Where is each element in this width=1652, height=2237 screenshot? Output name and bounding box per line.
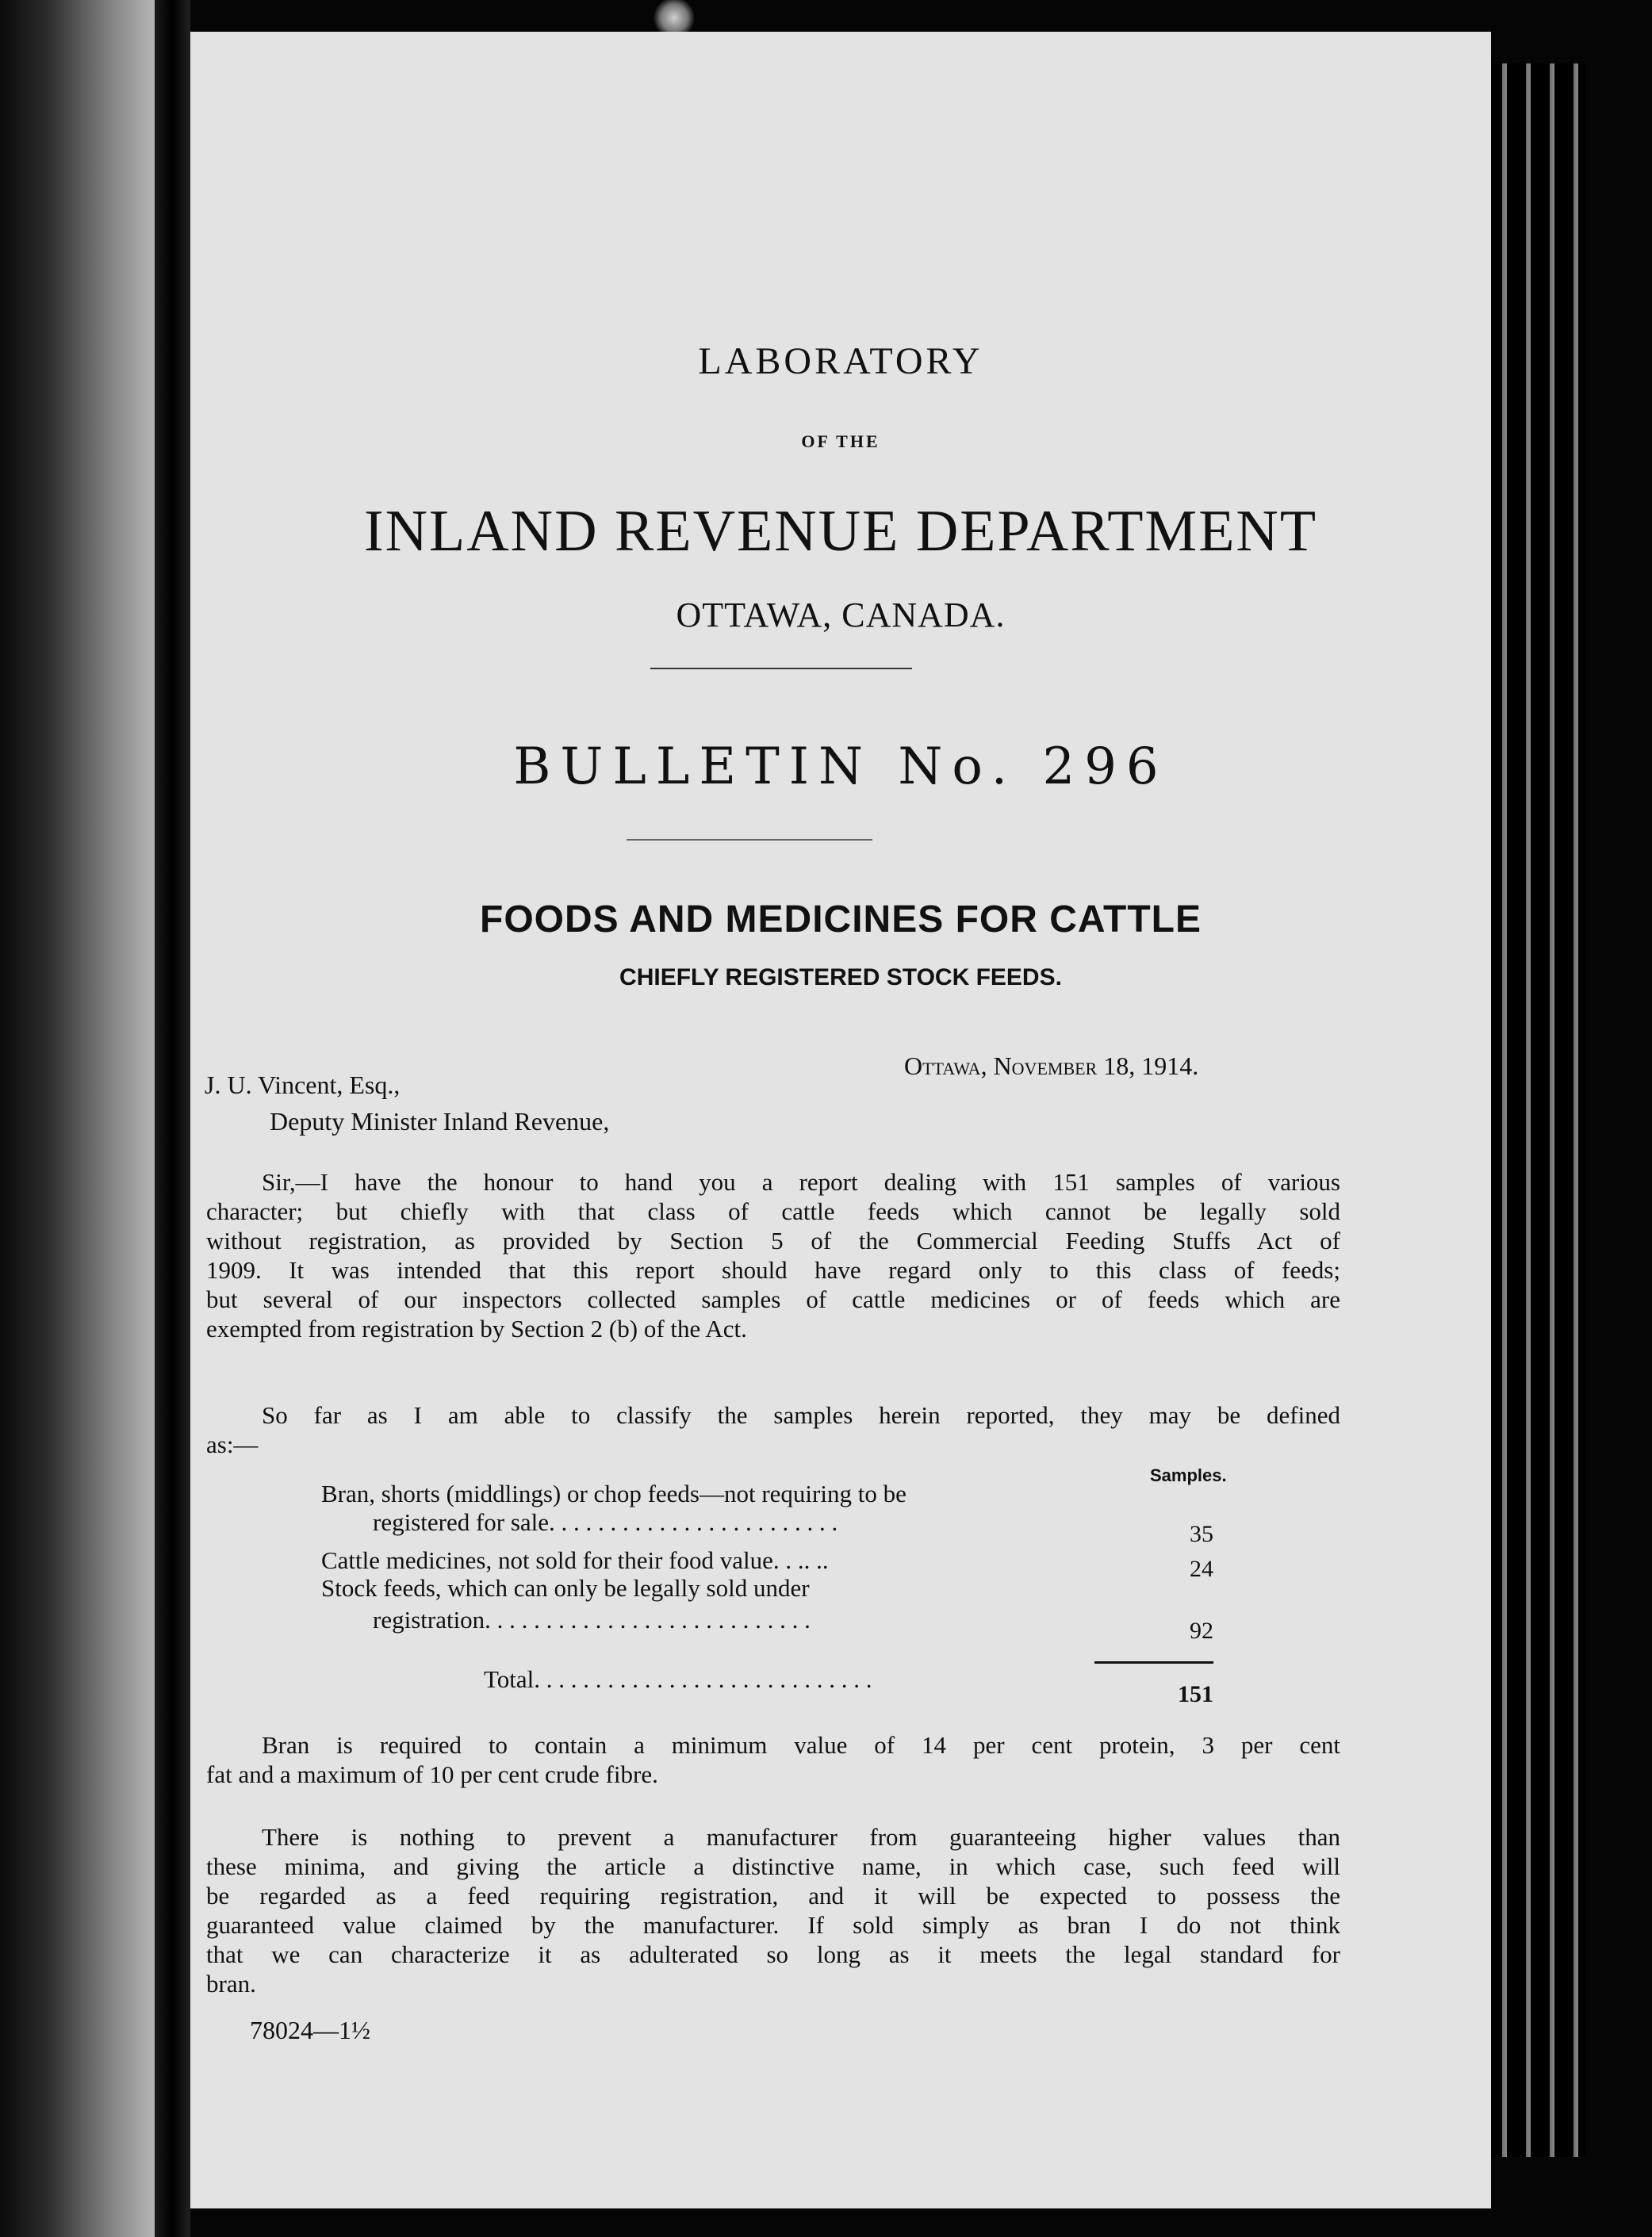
document-page <box>190 32 1491 2208</box>
text-line: but several of our inspectors collected samples of cattle medicines or of feeds which are <box>206 1285 1340 1313</box>
paragraph-introduction <box>206 1167 1340 1343</box>
divider-rule <box>650 668 912 669</box>
text-line: exempted from registration by Section 2 (b) of the Act. <box>206 1315 747 1343</box>
addressee-title: Deputy Minister Inland Revenue, <box>270 1107 610 1136</box>
total-rule <box>1094 1661 1213 1664</box>
department-heading: INLAND REVENUE DEPARTMENT <box>363 499 1318 564</box>
samples-column-header: Samples. <box>1150 1465 1227 1485</box>
table-row-label: Cattle medicines, not sold for their food value. . .. .. <box>321 1546 829 1574</box>
text-line: Bran is required to contain a minimum value of 14 per cent protein, 3 per cent <box>262 1731 1340 1759</box>
table-row-label: Bran, shorts (middlings) or chop feeds—not requiring to be <box>321 1480 906 1507</box>
paragraph-bran-standard <box>206 1730 1340 1789</box>
text-line: character; but chiefly with that class of cattle feeds which cannot be legally sold <box>206 1197 1340 1225</box>
print-code: 78024—1½ <box>250 2016 370 2044</box>
laboratory-heading: LABORATORY <box>698 340 983 382</box>
text-line: guaranteed value claimed by the manufacturer. If sold simply as bran I do not think <box>206 1911 1340 1939</box>
table-row-value: 35 <box>1190 1521 1213 1547</box>
scan-speck <box>650 0 698 36</box>
of-the-heading: OF THE <box>801 431 880 451</box>
text-line: without registration, as provided by Section 5 of the Commercial Feeding Stuffs Act of <box>206 1227 1340 1254</box>
table-row-label: registration. . . . . . . . . . . . . . . . . . . . . . . . . . . <box>373 1606 811 1634</box>
table-row-value: 92 <box>1190 1618 1213 1644</box>
text-line: as:— <box>206 1431 259 1458</box>
text-line: fat and a maximum of 10 per cent crude fibre. <box>206 1760 658 1788</box>
table-row-label: registered for sale. . . . . . . . . . . . . . . . . . . . . . . . <box>373 1508 838 1536</box>
text-line: Sir,—I have the honour to hand you a report dealing with 151 samples of various <box>262 1168 1340 1196</box>
letter-date: Ottawa, November 18, 1914. <box>904 1051 1199 1080</box>
text-line: 1909. It was intended that this report should have regard only to this class of feeds; <box>206 1256 1340 1284</box>
book-gutter <box>155 0 190 2237</box>
table-row-label: Stock feeds, which can only be legally sold under <box>321 1574 810 1602</box>
text-line: bran. <box>206 1970 256 1998</box>
text-line: that we can characterize it as adulterated so long as it meets the legal standard for <box>206 1940 1340 1968</box>
text-line: these minima, and giving the article a distinctive name, in which case, such feed will <box>206 1852 1340 1880</box>
divider-rule <box>627 839 872 841</box>
text-line: There is nothing to prevent a manufacturer from guaranteeing higher values than <box>262 1823 1340 1851</box>
addressee-name: J. U. Vincent, Esq., <box>205 1071 401 1099</box>
table-total-label: Total. . . . . . . . . . . . . . . . . . . . . . . . . . . . <box>484 1665 872 1693</box>
table-row-value: 24 <box>1190 1556 1213 1582</box>
text-line: be regarded as a feed requiring registration, and it will be expected to possess the <box>206 1882 1340 1909</box>
paragraph-classification <box>206 1400 1340 1459</box>
page-stack-edge <box>1491 63 1586 2157</box>
left-facing-page <box>0 0 155 2237</box>
paragraph-manufacturer <box>206 1822 1340 1998</box>
city-heading: OTTAWA, CANADA. <box>676 596 1006 634</box>
text-line: So far as I am able to classify the samples herein reported, they may be defined <box>262 1401 1340 1429</box>
bulletin-number: BULLETIN No. 296 <box>513 737 1168 796</box>
table-total-value: 151 <box>1178 1681 1213 1707</box>
document-title: FOODS AND MEDICINES FOR CATTLE <box>480 898 1202 940</box>
document-subtitle: CHIEFLY REGISTERED STOCK FEEDS. <box>619 964 1062 990</box>
